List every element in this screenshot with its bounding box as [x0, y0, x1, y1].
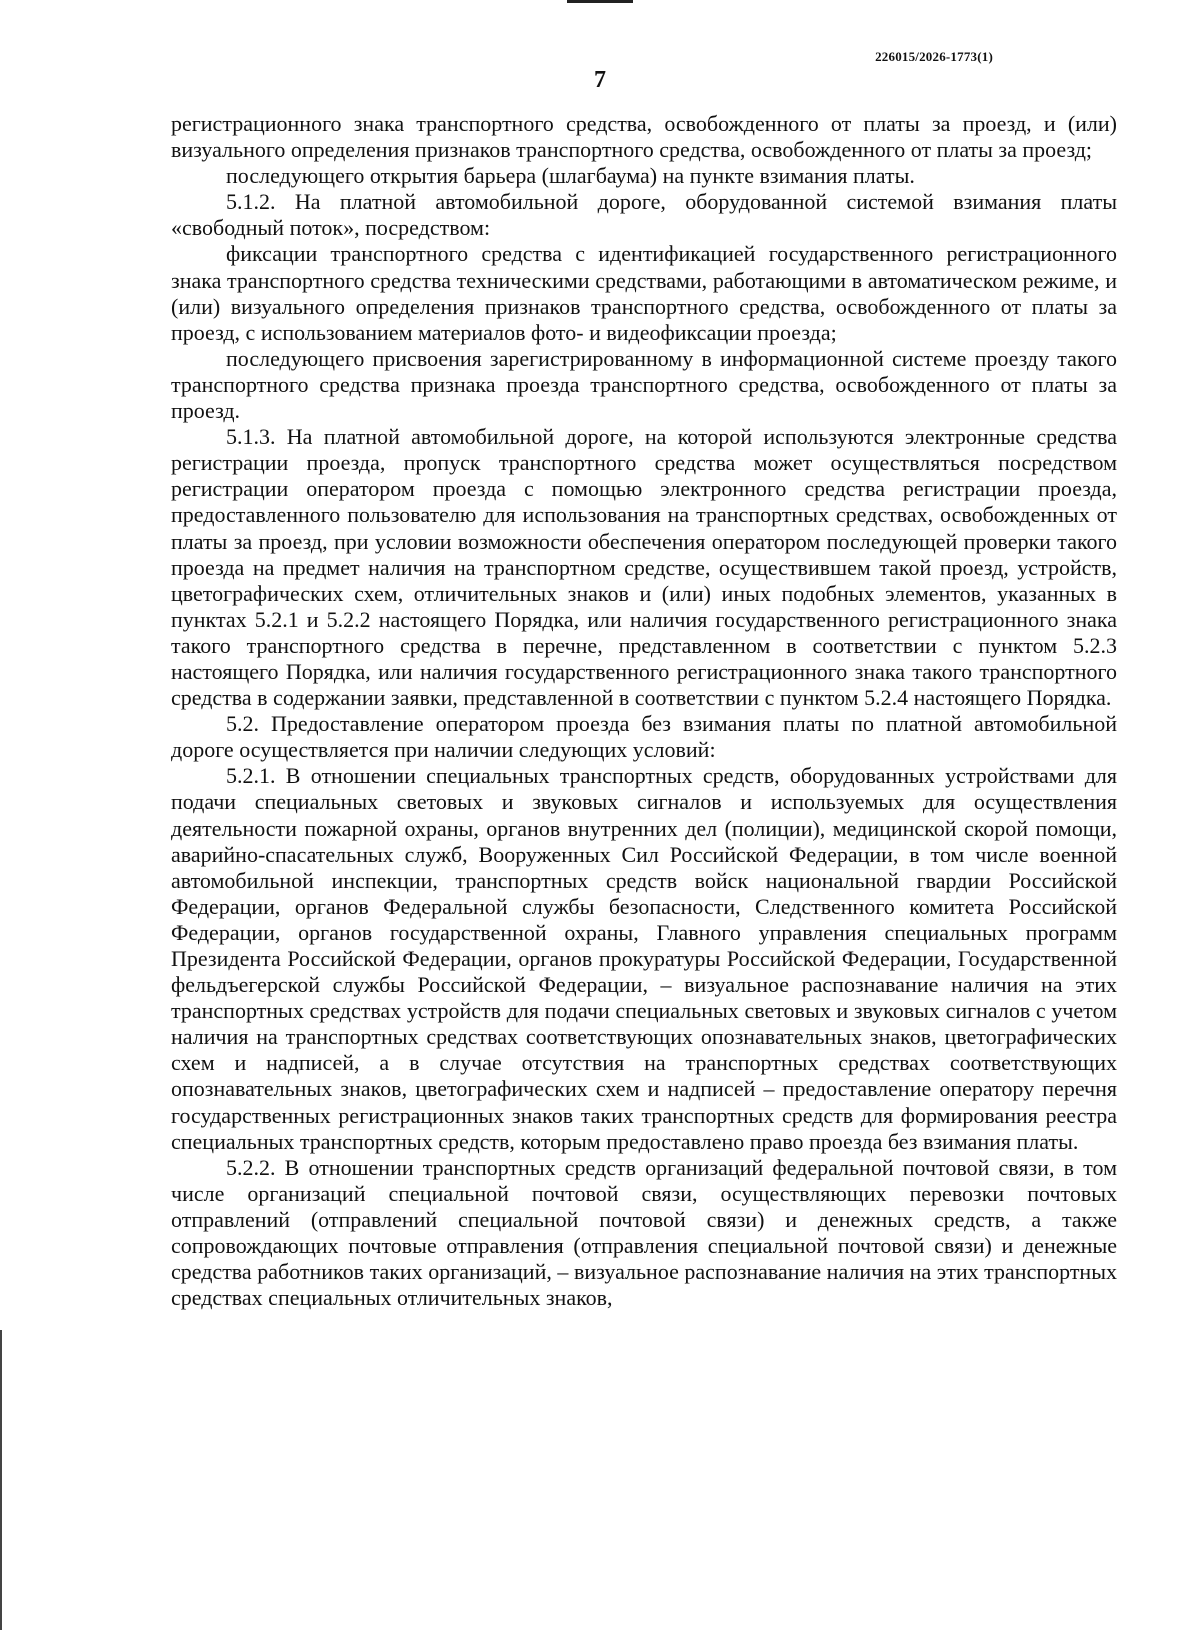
paragraph: 5.1.2. На платной автомобильной дороге, оборудованной системой взимания платы «свободный поток», посредством: — [171, 189, 1117, 241]
paragraph: 5.2.1. В отношении специальных транспортных средств, оборудованных устройствами для подачи специальных световых и звуковых сигналов и используемых для осуществления деятельности пожарной охраны, органов внутренних дел (полиции), медицинской скорой помощи, аварийно-спасательных служб, Вооруженных Сил Российской Федерации, в том числе военной автомобильной инспекции, транспортных средств войск национальной гвардии Российской Федерации, органов Федеральной службы безопасности, Следственного комитета Российской Федерации, органов государственной охраны, Главного управления специальных программ Президента Российской Федерации, органов прокуратуры Российской Федерации, Государственной фельдъегерской службы Российской Федерации, – визуальное распознавание наличия на этих транспортных средствах устройств для подачи специальных световых и звуковых сигналов с учетом наличия на транспортных средствах соответствующих опознавательных знаков, цветографических схем и надписей, а в случае отсутствия на транспортных средствах соответствующих опознавательных знаков, цветографических схем и надписей – предоставление оператору перечня государственных регистрационных знаков таких транспортных средств для формирования реестра специальных транспортных средств, которым предоставлено право проезда без взимания платы. — [171, 763, 1117, 1154]
scan-top-rule — [567, 0, 633, 3]
paragraph: 5.1.3. На платной автомобильной дороге, на которой используются электронные средства регистрации проезда, пропуск транспортного средства может осуществляться посредством регистрации оператором проезда с помощью электронного средства регистрации проезда, предоставленного пользователю для использования на транспортных средствах, освобожденных от платы за проезд, при условии возможности обеспечения оператором последующей проверки такого проезда на предмет наличия на транспортном средстве, осуществившем такой проезд, устройств, цветографических схем, отличительных знаков и (или) иных подобных элементов, указанных в пунктах 5.2.1 и 5.2.2 настоящего Порядка, или наличия государственного регистрационного знака такого транспортного средства в перечне, представленном в соответствии с пунктом 5.2.3 настоящего Порядка, или наличия государственного регистрационного знака такого транспортного средства в содержании заявки, представленной в соответствии с пунктом 5.2.4 настоящего Порядка. — [171, 424, 1117, 711]
paragraph: последующего открытия барьера (шлагбаума) на пункте взимания платы. — [226, 163, 915, 189]
paragraph: фиксации транспортного средства с идентификацией государственного регистрационного знака транспортного средства техническими средствами, работающими в автоматическом режиме, и (или) визуального определения признаков транспортного средства, освобожденного от платы за проезд, с использованием материалов фото- и видеофиксации проезда; — [171, 241, 1117, 345]
document-number: 226015/2026-1773(1) — [875, 49, 993, 64]
scan-left-edge — [0, 1330, 2, 1630]
paragraph: 5.2.2. В отношении транспортных средств организаций федеральной почтовой связи, в том числе организаций специальной почтовой связи, осуществляющих перевозки почтовых отправлений (отправлений специальной почтовой связи) и денежных средств, а также сопровождающих почтовые отправления (отправления специальной почтовой связи) и денежные средства работников таких организаций, – визуальное распознавание наличия на этих транспортных средствах специальных отличительных знаков, — [171, 1154, 1117, 1311]
document-body — [171, 111, 1117, 1311]
page-number: 7 — [594, 67, 606, 93]
paragraph: 5.2. Предоставление оператором проезда без взимания платы по платной автомобильной дороге осуществляется при наличии следующих условий: — [171, 711, 1117, 763]
paragraph: последующего присвоения зарегистрированному в информационной системе проезду такого транспортного средства признака проезда транспортного средства, освобожденного от платы за проезд. — [171, 345, 1117, 424]
paragraph: регистрационного знака транспортного средства, освобожденного от платы за проезд, и (или) визуального определения признаков транспортного средства, освобожденного от платы за проезд; — [171, 111, 1117, 163]
